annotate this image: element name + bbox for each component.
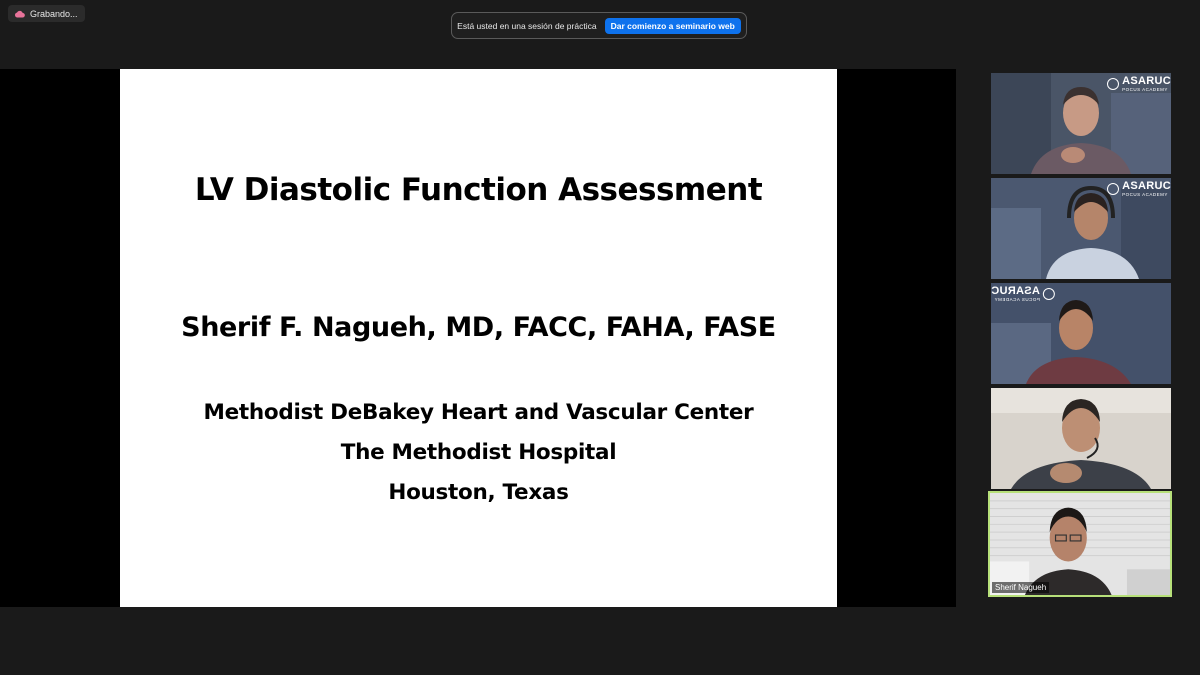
asaruc-logo-icon xyxy=(1107,78,1119,90)
practice-session-text: Está usted en una sesión de práctica xyxy=(457,20,597,31)
practice-session-banner xyxy=(451,12,747,39)
slide-title: LV Diastolic Function Assessment xyxy=(194,172,763,208)
presentation-slide xyxy=(120,69,837,607)
slide-affiliation-line: Methodist DeBakey Heart and Vascular Center xyxy=(203,400,754,425)
shared-screen xyxy=(0,69,956,607)
asaruc-logo: ASARUC POCUS ACADEMY xyxy=(1107,76,1171,93)
asaruc-logo: ASARUC POCUS ACADEMY xyxy=(991,286,1055,303)
slide-author: Sherif F. Nagueh, MD, FACC, FAHA, FASE xyxy=(181,312,776,343)
asaruc-logo-icon xyxy=(1107,183,1119,195)
slide-affiliation-line: The Methodist Hospital xyxy=(340,440,617,465)
cloud-record-icon xyxy=(14,10,25,18)
recording-indicator[interactable] xyxy=(8,5,85,22)
participant-tile-active[interactable] xyxy=(988,491,1172,597)
participant-video xyxy=(991,388,1171,489)
start-webinar-button[interactable]: Dar comienzo a seminario web xyxy=(605,18,741,34)
participant-tile[interactable] xyxy=(991,178,1171,279)
participant-tile[interactable] xyxy=(991,388,1171,489)
recording-label: Grabando... xyxy=(30,8,78,19)
asaruc-logo-icon xyxy=(1043,288,1055,300)
slide-affiliation-line: Houston, Texas xyxy=(388,480,569,505)
participant-tile[interactable] xyxy=(991,73,1171,174)
participant-tile[interactable] xyxy=(991,283,1171,384)
asaruc-logo: ASARUC POCUS ACADEMY xyxy=(1107,181,1171,198)
participant-name-label: Sherif Nagueh xyxy=(992,582,1049,593)
